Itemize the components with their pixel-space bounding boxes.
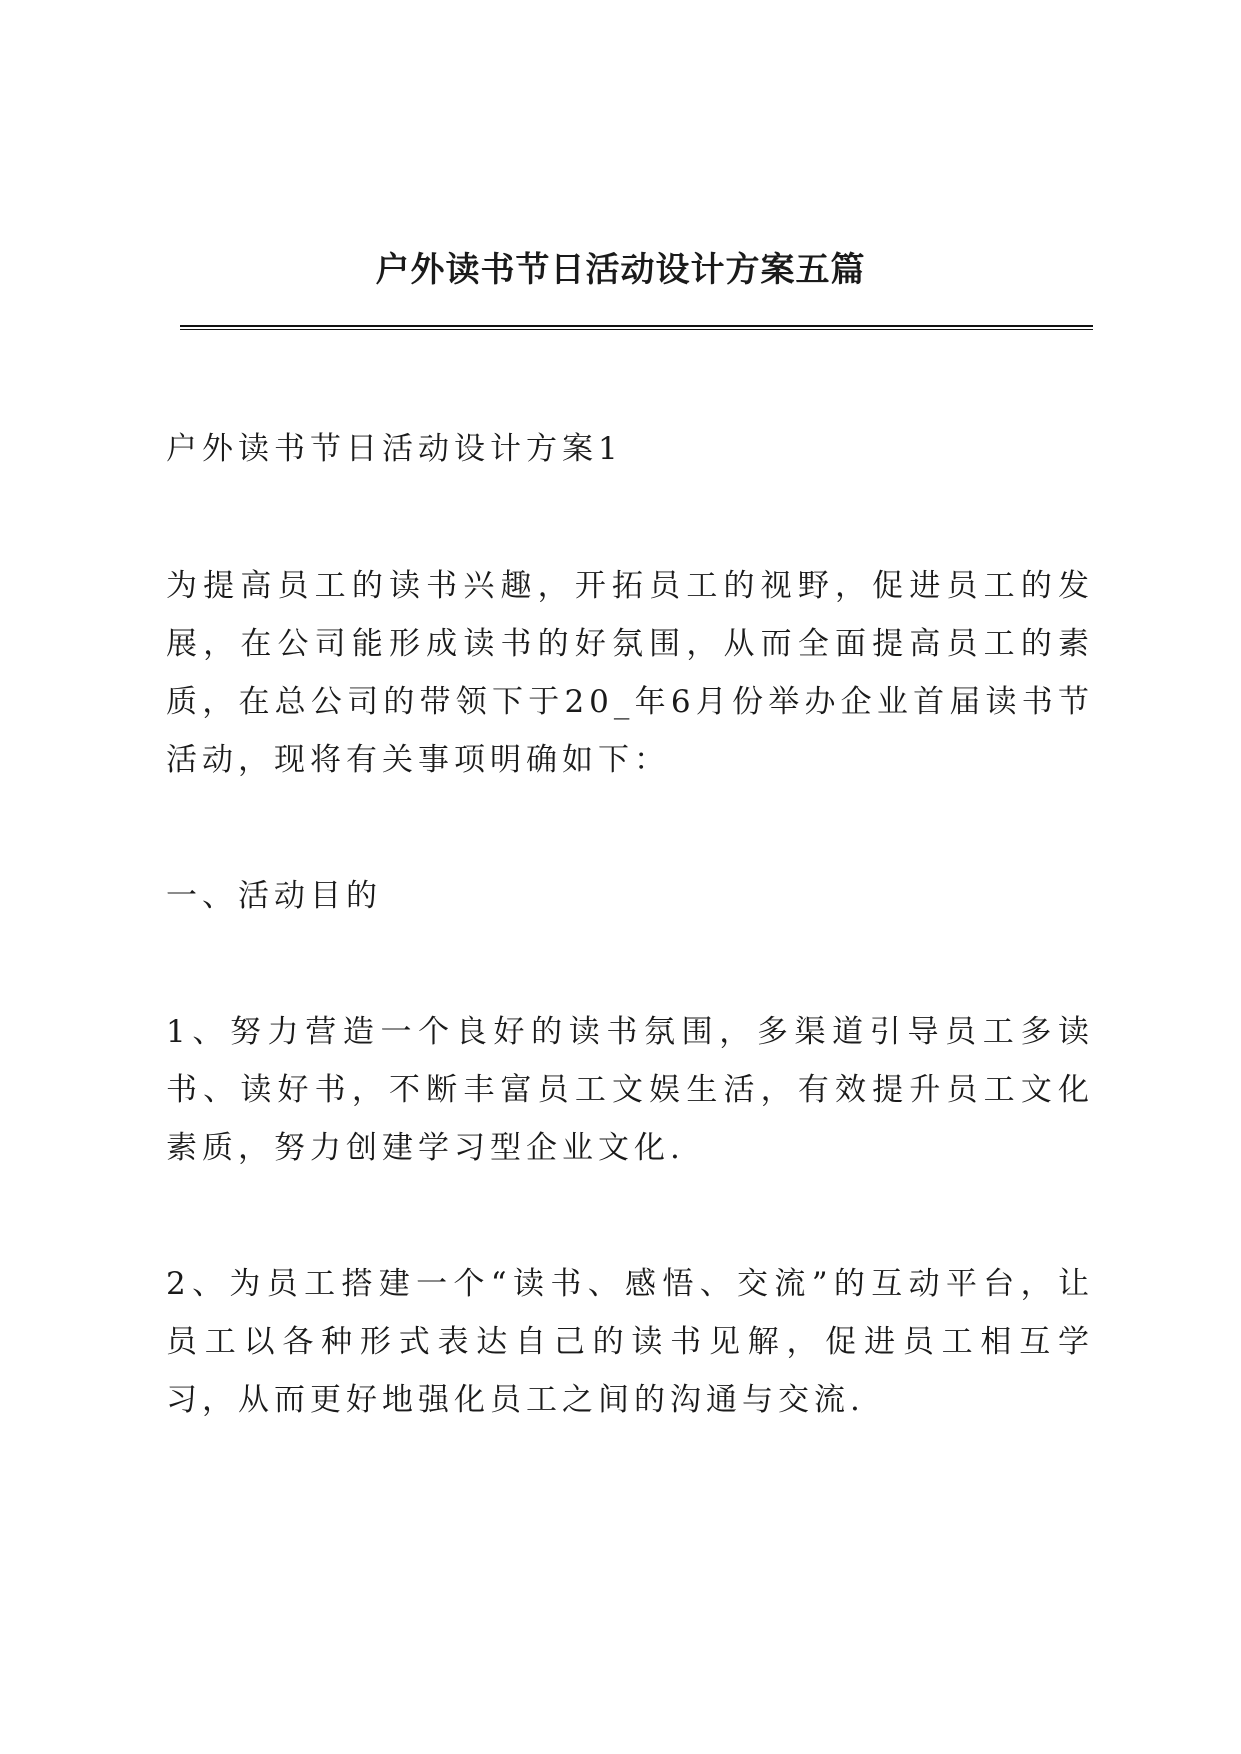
list-item-2: 2、为员工搭建一个“读书、感悟、交流”的互动平台，让员工以各种形式表达自己的读书见解，促进员工相互学习，从而更好地强化员工之间的沟通与交流.: [166, 1266, 1094, 1418]
spacer: [166, 925, 1094, 1003]
document-title: 户外读书节日活动设计方案五篇: [375, 250, 866, 290]
title-divider: [180, 325, 1093, 330]
section-heading: 户外读书节日活动设计方案1: [166, 431, 623, 467]
document-body: [166, 420, 1094, 1429]
list-item-1: 1、努力营造一个良好的读书氛围，多渠道引导员工多读书、读好书，不断丰富员工文娱生活，有效提升员工文化素质，努力创建学习型企业文化.: [166, 1014, 1094, 1166]
spacer: [166, 1177, 1094, 1255]
heading-purpose: 一、活动目的: [166, 878, 382, 914]
spacer: [166, 789, 1094, 867]
intro-paragraph: 为提高员工的读书兴趣，开拓员工的视野，促进员工的发展，在公司能形成读书的好氛围，从而全面提高员工的素质，在总公司的带领下于20_年6月份举办企业首届读书节活动，现将有关事项明确如下：: [166, 568, 1094, 778]
spacer: [166, 478, 1094, 557]
